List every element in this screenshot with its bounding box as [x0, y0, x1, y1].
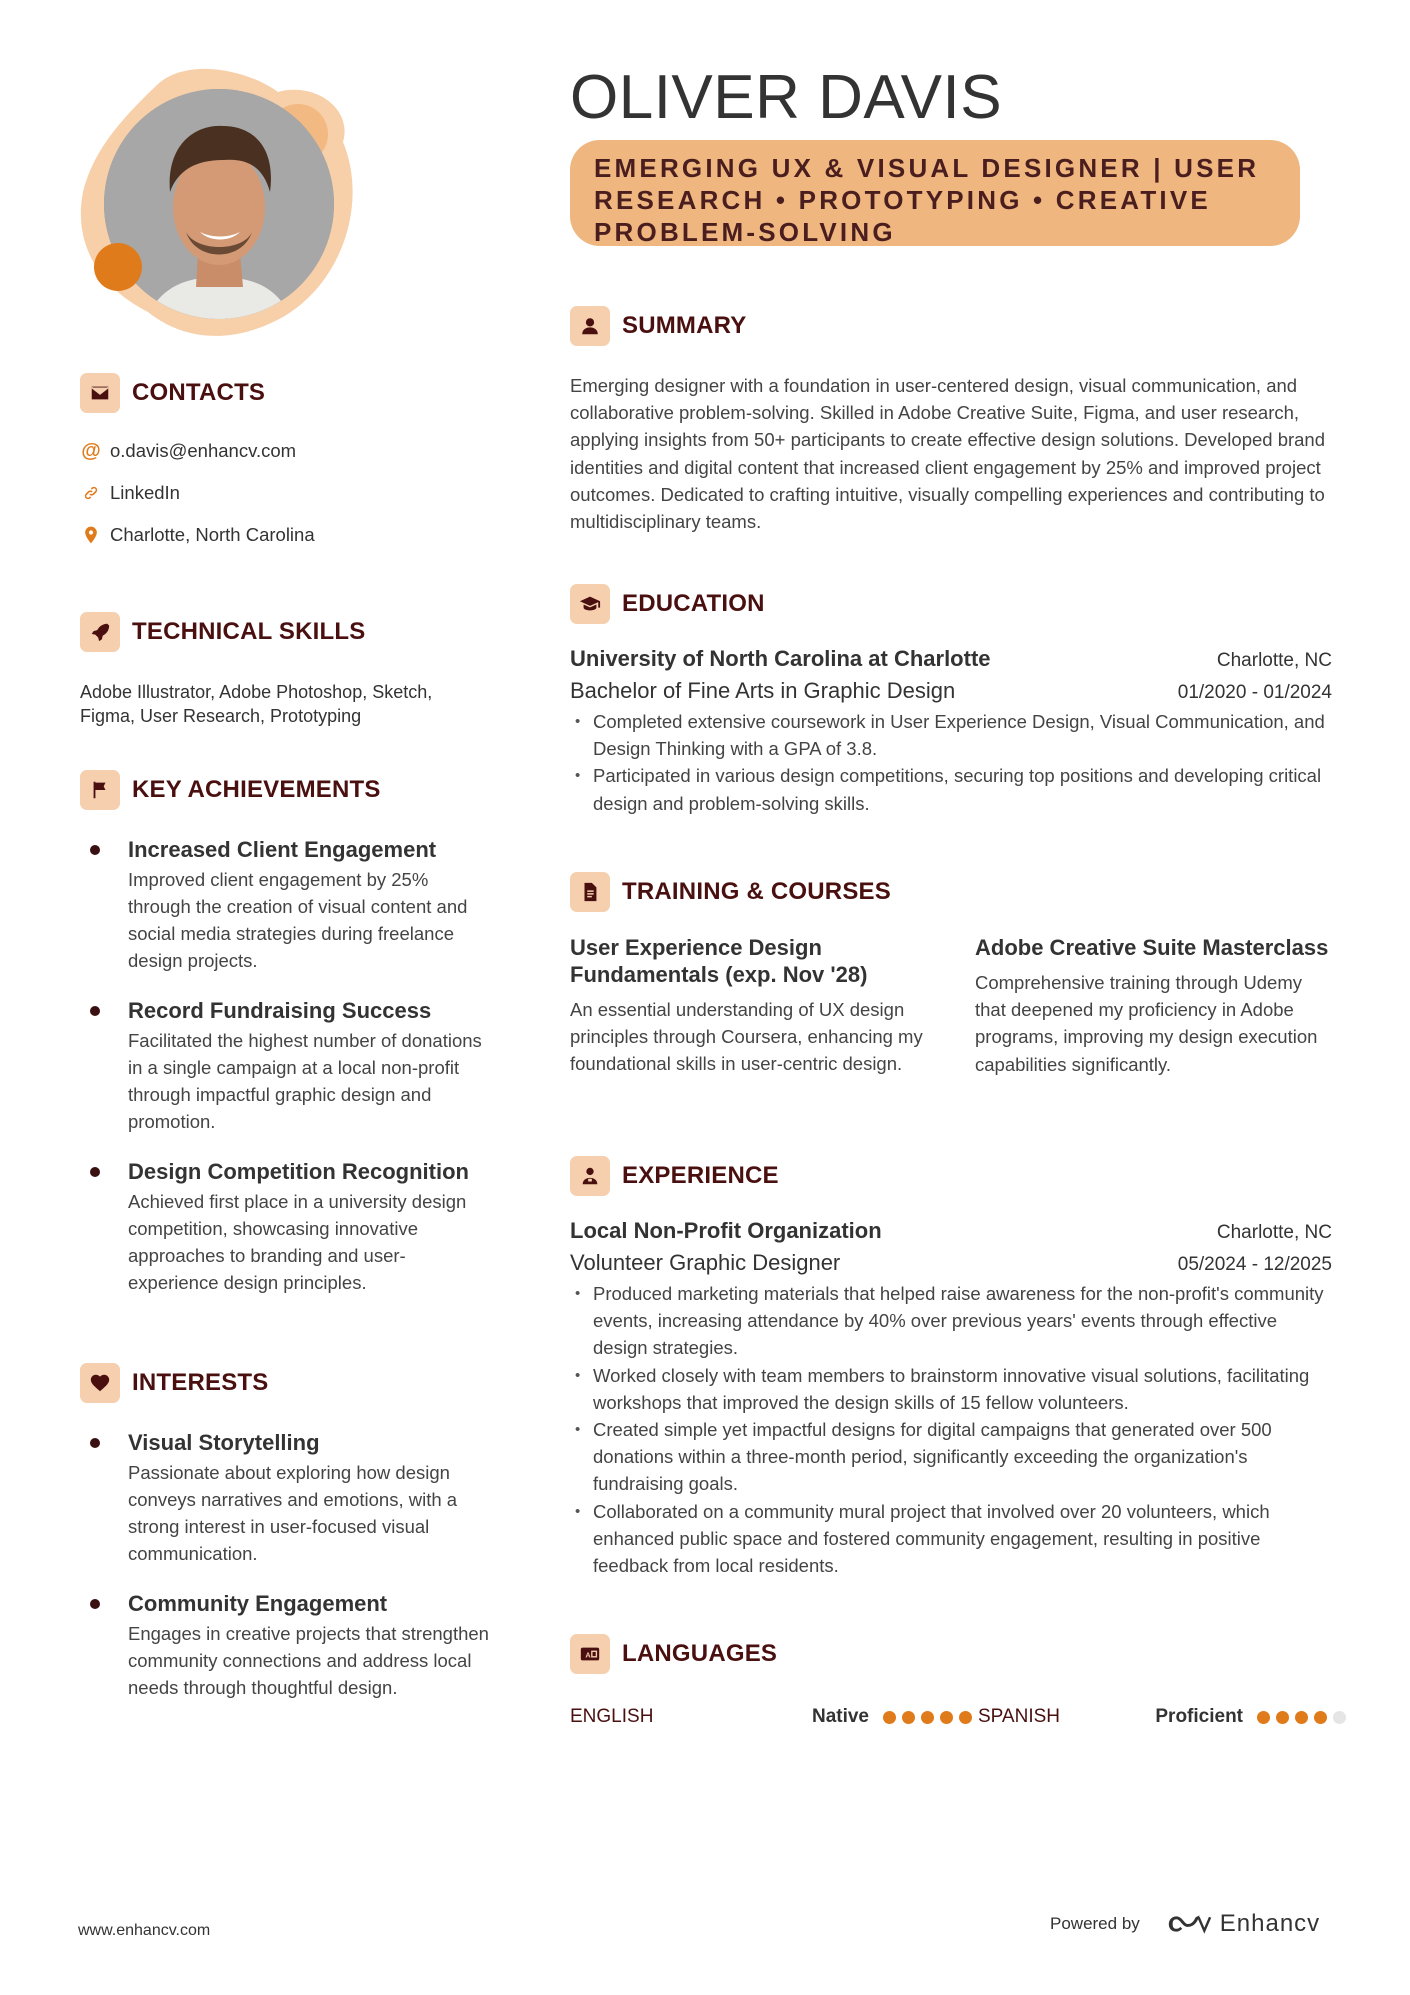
experience-title: EXPERIENCE — [622, 1162, 779, 1189]
summary-title: SUMMARY — [622, 312, 747, 339]
interests-section — [80, 1363, 490, 1701]
achievement-item: Increased Client Engagement Improved client engagement by 25% through the creation of visual content and social media strategies during freelance design projects. — [80, 834, 490, 974]
enhancv-brand-text: Enhancv — [1219, 1910, 1321, 1937]
experience-location: Charlotte, NC — [1216, 1222, 1332, 1243]
heart-icon — [80, 1363, 120, 1403]
school-location: Charlotte, NC — [1216, 650, 1332, 671]
school-name: University of North Carolina at Charlotte — [570, 646, 991, 671]
rating-dots — [1257, 1711, 1352, 1724]
experience-dates: 05/2024 - 12/2025 — [1177, 1254, 1332, 1275]
technical-skills-section — [80, 612, 490, 728]
skills-title: TECHNICAL SKILLS — [132, 618, 366, 645]
at-sign-icon: @ — [81, 439, 101, 462]
course-item: User Experience Design Fundamentals (exp. Nov '28) An essential understanding of UX design principles through Coursera, enhancing my foundational skills in user-centric design. — [570, 935, 923, 1075]
education-title: EDUCATION — [622, 590, 765, 617]
location-text: Charlotte, North Carolina — [110, 524, 315, 545]
flag-icon — [80, 770, 120, 810]
rating-dot — [1314, 1711, 1327, 1724]
contact-email[interactable] — [80, 435, 490, 467]
headline-tagline: EMERGING UX & VISUAL DESIGNER | USER RESEARCH • PROTOTYPING • CREATIVE PROBLEM-SOLVING — [570, 140, 1300, 246]
contact-location — [80, 519, 490, 551]
degree: Bachelor of Fine Arts in Graphic Design — [570, 678, 956, 703]
map-pin-icon — [80, 524, 102, 546]
rating-dot — [1333, 1711, 1346, 1724]
contacts-section — [80, 373, 490, 551]
education-section — [570, 584, 1332, 817]
education-bullets — [570, 708, 1332, 817]
user-icon — [570, 306, 610, 346]
rocket-icon — [80, 612, 120, 652]
rating-dot — [902, 1711, 915, 1724]
course-item: Adobe Creative Suite Masterclass Comprehensive training through Udemy that deepened my proficiency in Adobe programs, improving my design execution capabilities significantly. — [975, 935, 1329, 1075]
language-english: ENGLISH Native — [570, 1702, 978, 1732]
summary-section — [570, 306, 1332, 535]
rating-dots — [883, 1711, 978, 1724]
enhancv-logo-icon — [1164, 1911, 1212, 1937]
summary-text: Emerging designer with a foundation in user-centered design, visual communication, and collaborative problem-solving. Skilled in Adobe Creative Suite, Figma, and user research, applying insights from 50+ participants to create effective design solutions. Developed brand identities and digital content that increased client engagement by 25% and improved project outcomes. Dedicated to crafting intuitive, visually compelling experiences and contributing to multidisciplinary teams. — [570, 375, 1326, 533]
skills-list: Adobe Illustrator, Adobe Photoshop, Sketch, Figma, User Research, Prototyping — [80, 682, 433, 726]
linkedin-text: LinkedIn — [110, 482, 180, 503]
education-dates: 01/2020 - 01/2024 — [1177, 682, 1332, 703]
contact-linkedin[interactable] — [80, 477, 490, 509]
job-role: Volunteer Graphic Designer — [570, 1250, 841, 1275]
list-item: • Participated in various design competitions, securing top positions and developing critical design and problem-solving skills. — [570, 762, 1332, 816]
languages-title: LANGUAGES — [622, 1640, 778, 1667]
experience-bullets — [570, 1280, 1332, 1579]
profile-photo — [78, 62, 358, 347]
briefcase-user-icon — [570, 1156, 610, 1196]
rating-dot — [959, 1711, 972, 1724]
interest-item: Visual Storytelling Passionate about exploring how design conveys narratives and emotions, with a strong interest in user-focused visual communication. — [80, 1427, 490, 1567]
languages-section — [570, 1634, 1332, 1732]
rating-dot — [883, 1711, 896, 1724]
interest-item: Community Engagement Engages in creative projects that strengthen community connections and address local needs through thoughtful design. — [80, 1588, 490, 1701]
footer-branding — [1050, 1910, 1320, 1938]
list-item: • Created simple yet impactful designs for digital campaigns that generated over 500 donations within a three-month period, significantly exceeding the organization's fundraising goals. — [570, 1416, 1332, 1498]
powered-by-text: Powered by — [1050, 1914, 1140, 1933]
list-item: • Collaborated on a community mural project that involved over 20 volunteers, which enhanced public space and fostered community engagement, resulting in positive feedback from local residents. — [570, 1498, 1332, 1580]
organization-name: Local Non-Profit Organization — [570, 1218, 882, 1243]
achievements-title: KEY ACHIEVEMENTS — [132, 776, 381, 803]
svg-text:A: A — [585, 1650, 591, 1660]
rating-dot — [1276, 1711, 1289, 1724]
graduation-cap-icon — [570, 584, 610, 624]
achievement-item: Record Fundraising Success Facilitated the highest number of donations in a single campaign at a local non-profit through impactful graphic design and promotion. — [80, 995, 490, 1135]
interests-title: INTERESTS — [132, 1369, 269, 1396]
achievements-section — [80, 770, 490, 1296]
candidate-name: OLIVER DAVIS — [570, 63, 1003, 132]
rating-dot — [921, 1711, 934, 1724]
list-item: • Completed extensive coursework in User Experience Design, Visual Communication, and Design Thinking with a GPA of 3.8. — [570, 708, 1332, 762]
link-icon — [80, 482, 102, 504]
rating-dot — [1257, 1711, 1270, 1724]
experience-section — [570, 1156, 1332, 1579]
language-icon — [570, 1634, 610, 1674]
rating-dot — [940, 1711, 953, 1724]
envelope-icon — [80, 373, 120, 413]
achievement-item: Design Competition Recognition Achieved first place in a university design competition, showcasing innovative approaches to branding and user-experience design principles. — [80, 1156, 490, 1296]
list-item: • Worked closely with team members to brainstorm innovative visual solutions, facilitating workshops that improved the design skills of 15 fellow volunteers. — [570, 1362, 1332, 1416]
email-text: o.davis@enhancv.com — [110, 440, 297, 461]
rating-dot — [1295, 1711, 1308, 1724]
contacts-title: CONTACTS — [132, 379, 266, 406]
language-spanish: SPANISH Proficient — [978, 1702, 1352, 1732]
training-section — [570, 872, 1332, 1078]
list-item: • Produced marketing materials that helped raise awareness for the non-profit's community events, increasing attendance by 40% over previous years' events through effective design strategies. — [570, 1280, 1332, 1362]
training-title: TRAINING & COURSES — [622, 878, 891, 905]
document-icon — [570, 872, 610, 912]
footer-website[interactable]: www.enhancv.com — [78, 1922, 211, 1939]
